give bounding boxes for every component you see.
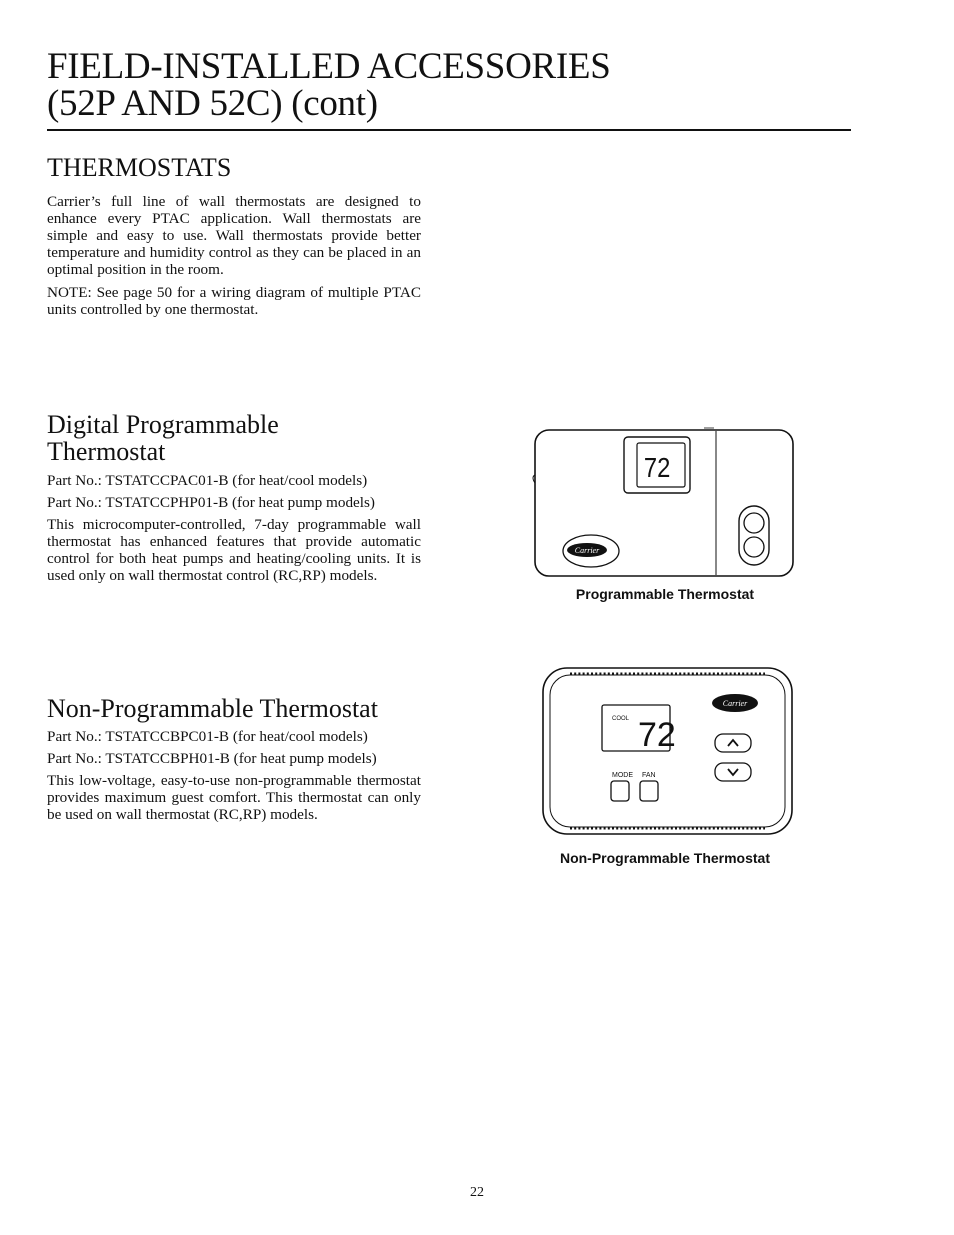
- nonprog-caption: Non-Programmable Thermostat: [559, 850, 771, 866]
- thermostats-intro: Carrier’s full line of wall thermostats are designed to enhance every PTAC application. Wall thermostats are simple and easy to use. Wall thermostats provide better temperature and humidity control as they can be placed in an optimal position in the room.: [47, 193, 421, 278]
- nonprog-part-2: Part No.: TSTATCCBPH01-B (for heat pump models): [47, 750, 377, 767]
- nonprog-description: This low-voltage, easy-to-use non-programmable thermostat provides maximum guest comfort. This thermostat can only be used on wall thermostat (RC,RP) models.: [47, 772, 421, 823]
- page-title-line2: (52P AND 52C) (cont): [47, 83, 378, 124]
- nonprog-part-1: Part No.: TSTATCCBPC01-B (for heat/cool models): [47, 728, 368, 745]
- digital-heading: [47, 411, 279, 465]
- nonprog-heading: Non-Programmable Thermostat: [47, 694, 378, 723]
- page-number: 22: [470, 1185, 484, 1200]
- thermostats-heading: THERMOSTATS: [47, 153, 232, 182]
- page-title-line1: FIELD-INSTALLED ACCESSORIES: [47, 46, 611, 87]
- title-divider: [47, 129, 851, 131]
- programmable-caption: Programmable Thermostat: [575, 586, 755, 602]
- programmable-display-value: 72: [643, 451, 671, 484]
- digital-part-1: Part No.: TSTATCCPAC01-B (for heat/cool models): [47, 472, 368, 489]
- programmable-thermostat-illustration: [530, 425, 800, 583]
- page-title: [47, 48, 867, 122]
- programmable-carrier-logo: Carrier: [574, 546, 600, 555]
- digital-part-2: Part No.: TSTATCCPHP01-B (for heat pump models): [47, 494, 375, 511]
- nonprog-mode-indicator: COOL: [612, 716, 630, 722]
- digital-heading-line2: Thermostat: [47, 437, 166, 466]
- non-programmable-thermostat-illustration: [540, 665, 795, 837]
- digital-heading-line1: Digital Programmable: [47, 410, 279, 439]
- digital-description: This microcomputer-controlled, 7-day programmable wall thermostat has enhanced features that provide automatic control for both heat pumps and heating/cooling units. It is used only on wall thermostat control (RC,RP) models.: [47, 516, 421, 584]
- nonprog-fan-label: FAN: [642, 772, 656, 779]
- nonprog-mode-label: MODE: [612, 772, 633, 779]
- nonprog-carrier-logo: Carrier: [722, 699, 748, 708]
- nonprog-display-value: 72: [638, 716, 676, 754]
- thermostats-note: NOTE: See page 50 for a wiring diagram of multiple PTAC units controlled by one thermostat.: [47, 284, 421, 318]
